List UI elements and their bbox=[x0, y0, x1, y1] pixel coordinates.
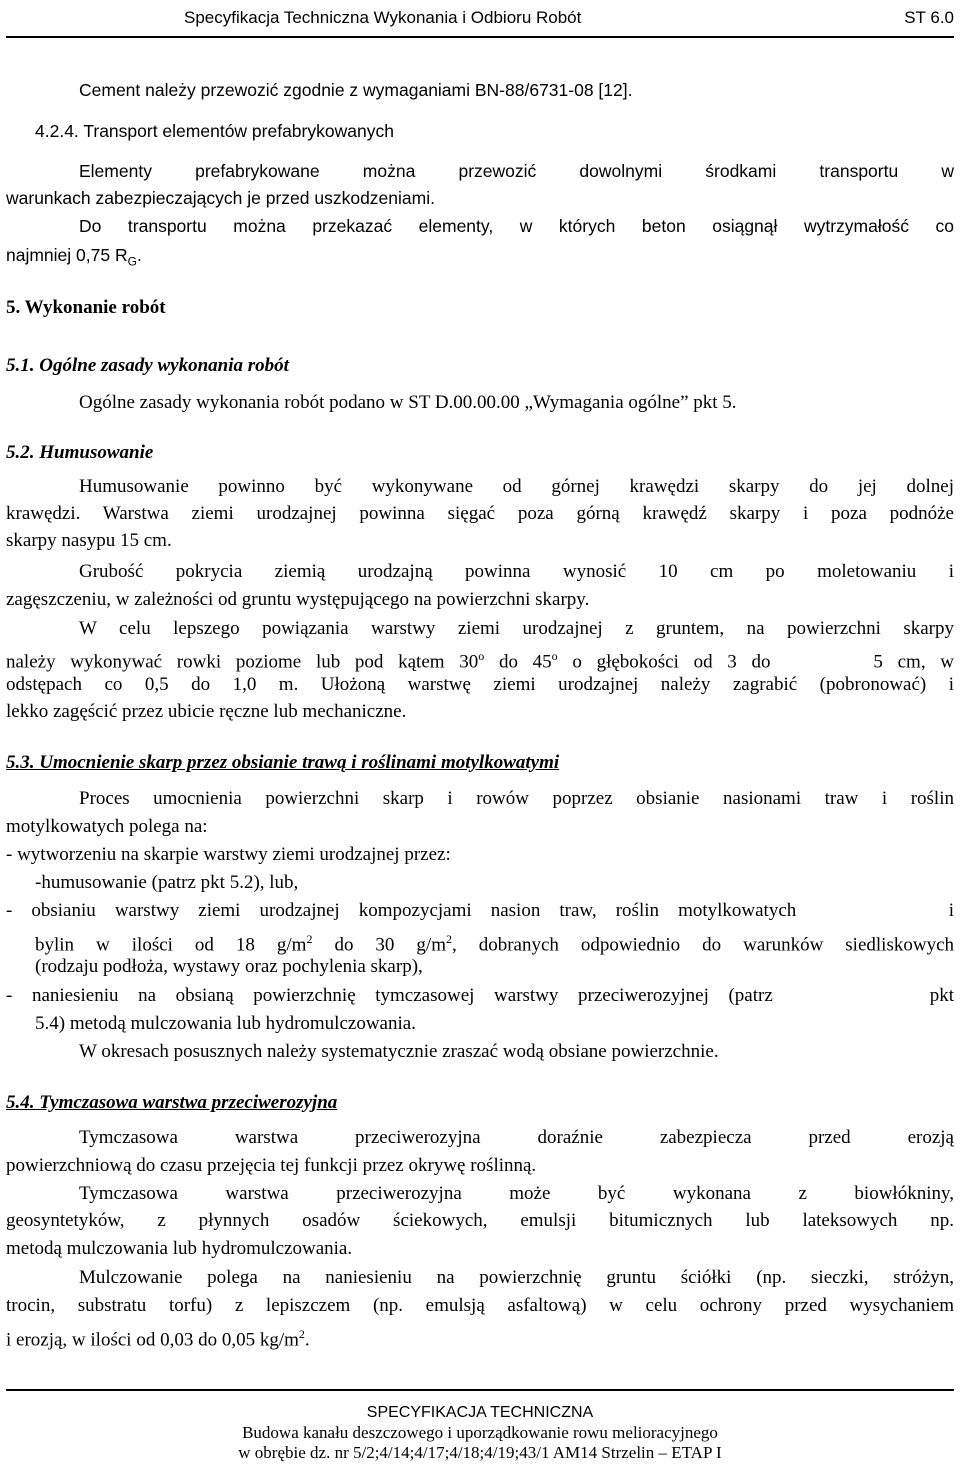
text-run: . bbox=[136, 245, 142, 265]
paragraph-line: metodą mulczowania lub hydromulczowania. bbox=[6, 1238, 353, 1259]
paragraph-line bbox=[6, 1322, 954, 1352]
paragraph-line: Do transportu można przekazać elementy, w których beton osiągnął wytrzymałość co bbox=[79, 216, 954, 236]
text-run: i erozją, w ilości od 0,03 do 0,05 kg/m bbox=[6, 1329, 299, 1351]
list-item: - obsianiu warstwy ziemi urodzajnej kompozycjami nasion traw, roślin motylkowatych i bbox=[6, 900, 954, 921]
paragraph-line bbox=[6, 644, 954, 674]
paragraph-line: motylkowatych polega na: bbox=[6, 816, 208, 837]
section-heading-5-2: 5.2. Humusowanie bbox=[6, 442, 154, 463]
paragraph-line: Elementy prefabrykowane można przewozić dowolnymi środkami transportu w bbox=[79, 161, 954, 181]
paragraph-line: Humusowanie powinno być wykonywane od górnej krawędzi skarpy do jej dolnej bbox=[79, 476, 954, 497]
paragraph-line bbox=[6, 243, 954, 274]
header-title: Specyfikacja Techniczna Wykonania i Odbioru Robót bbox=[184, 8, 582, 27]
text-run: do 45 bbox=[484, 651, 552, 673]
text-run: należy wykonywać rowki poziome lub pod kątem 30 bbox=[6, 651, 479, 673]
section-heading-5-4: 5.4. Tymczasowa warstwa przeciwerozyjna bbox=[6, 1092, 338, 1113]
paragraph-line: krawędzi. Warstwa ziemi urodzajnej powinna sięgać poza górną krawędź skarpy i poza podnóże bbox=[6, 503, 954, 524]
paragraph-line: warunkach zabezpieczających je przed uszkodzeniami. bbox=[6, 188, 435, 208]
squared-superscript: 2 bbox=[445, 932, 452, 946]
paragraph-line: Proces umocnienia powierzchni skarp i rowów poprzez obsianie nasionami traw i roślin bbox=[79, 788, 954, 809]
page-footer bbox=[6, 1389, 954, 1462]
degree-superscript: o bbox=[478, 649, 485, 663]
paragraph-line: Ogólne zasady wykonania robót podano w ST D.00.00.00 „Wymagania ogólne” pkt 5. bbox=[79, 392, 737, 413]
footer-line-1: SPECYFIKACJA TECHNICZNA bbox=[366, 1404, 594, 1421]
text-run: , dobranych odpowiednio do warunków siedliskowych bbox=[451, 934, 955, 956]
paragraph-line: odstępach co 0,5 do 1,0 m. Ułożoną warstwę ziemi urodzajnej należy zagrabić (pobronować) i bbox=[6, 674, 954, 695]
squared-superscript: 2 bbox=[306, 932, 313, 946]
footer-line-3: w obrębie dz. nr 5/2;4/14;4/17;4/18;4/19;43/1 AM14 Strzelin – ETAP I bbox=[238, 1443, 722, 1462]
text-run: bylin w ilości od 18 g/m bbox=[35, 934, 307, 956]
paragraph-line bbox=[6, 927, 954, 957]
paragraph-line: powierzchniową do czasu przejęcia tej funkcji przez okrywę roślinną. bbox=[6, 1155, 537, 1176]
squared-superscript: 2 bbox=[298, 1327, 305, 1341]
paragraph-line: Grubość pokrycia ziemią urodzajną powinna wynosić 10 cm po moletowaniu i bbox=[79, 561, 954, 582]
list-item: - naniesieniu na obsianą powierzchnię tymczasowej warstwy przeciwerozyjnej (patrz pkt bbox=[6, 985, 954, 1006]
header-code: ST 6.0 bbox=[904, 8, 954, 27]
paragraph-line: Mulczowanie polega na naniesieniu na powierzchnię gruntu ściółki (np. sieczki, stróżyn, bbox=[79, 1267, 954, 1288]
section-heading-5-3: 5.3. Umocnienie skarp przez obsianie trawą i roślinami motylkowatymi bbox=[6, 752, 560, 773]
paragraph-line: lekko zagęścić przez ubicie ręczne lub mechaniczne. bbox=[6, 701, 407, 722]
subscript: G bbox=[127, 254, 137, 269]
section-heading-5: 5. Wykonanie robót bbox=[6, 297, 166, 318]
text-run: do 30 g/m bbox=[312, 934, 446, 956]
paragraph-line: 5.4) metodą mulczowania lub hydromulczowania. bbox=[35, 1013, 416, 1034]
list-item: -humusowanie (patrz pkt 5.2), lub, bbox=[35, 872, 299, 893]
paragraph-line: W celu lepszego powiązania warstwy ziemi urodzajnej z gruntem, na powierzchni skarpy bbox=[79, 618, 954, 639]
degree-superscript: o bbox=[551, 649, 558, 663]
paragraph-line: W okresach posusznych należy systematycznie zraszać wodą obsiane powierzchnie. bbox=[79, 1041, 719, 1062]
text-run: najmniej 0,75 R bbox=[6, 245, 128, 265]
paragraph-line: zagęszczeniu, w zależności od gruntu występującego na powierzchni skarpy. bbox=[6, 589, 590, 610]
paragraph-line: (rodzaju podłoża, wystawy oraz pochylenia skarp), bbox=[35, 956, 423, 977]
page-header bbox=[6, 6, 954, 38]
paragraph-line: Cement należy przewozić zgodnie z wymaganiami BN-88/6731-08 [12]. bbox=[79, 80, 633, 100]
text-run: o głębokości od 3 do 5 cm, w bbox=[557, 651, 954, 673]
paragraph-line: skarpy nasypu 15 cm. bbox=[6, 530, 172, 551]
list-item: - wytworzeniu na skarpie warstwy ziemi urodzajnej przez: bbox=[6, 844, 451, 865]
text-run: . bbox=[304, 1329, 310, 1351]
section-heading-4-2-4: 4.2.4. Transport elementów prefabrykowanych bbox=[35, 121, 394, 141]
section-heading-5-1: 5.1. Ogólne zasady wykonania robót bbox=[6, 355, 289, 376]
paragraph-line: Tymczasowa warstwa przeciwerozyjna może być wykonana z biowłókniny, bbox=[79, 1183, 954, 1204]
paragraph-line: trocin, substratu torfu) z lepiszczem (np. emulsją asfaltową) w celu ochrony przed wysychaniem bbox=[6, 1295, 954, 1316]
paragraph-line: Tymczasowa warstwa przeciwerozyjna doraźnie zabezpiecza przed erozją bbox=[79, 1127, 954, 1148]
footer-line-2: Budowa kanału deszczowego i uporządkowanie rowu melioracyjnego bbox=[242, 1423, 718, 1442]
paragraph-line: geosyntetyków, z płynnych osadów ściekowych, emulsji bitumicznych lub lateksowych np. bbox=[6, 1210, 954, 1231]
